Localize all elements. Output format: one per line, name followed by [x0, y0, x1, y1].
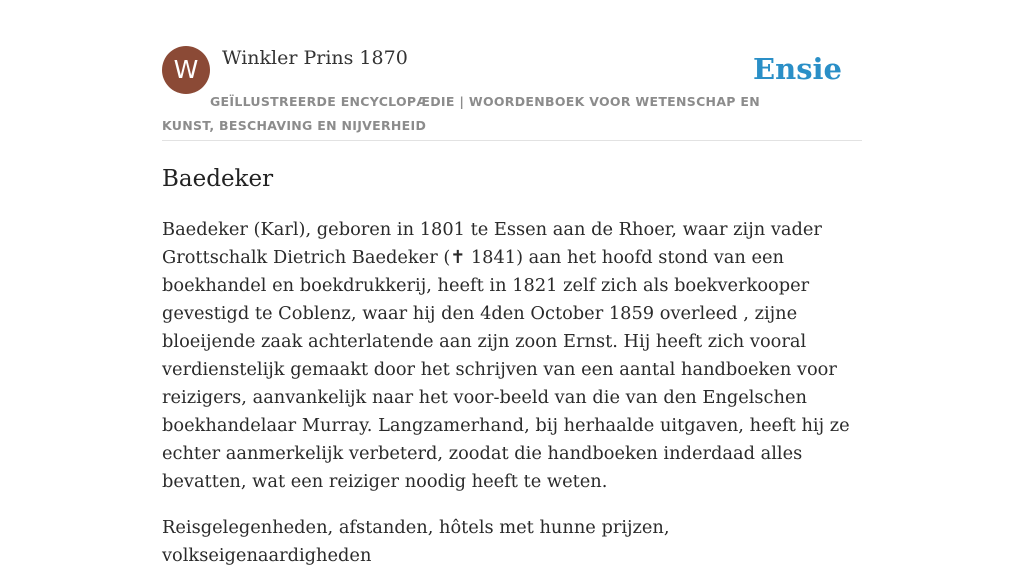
article-paragraph: Reisgelegenheden, afstanden, hôtels met hunne prijzen, volkseigenaardigheden	[162, 517, 670, 566]
article-body	[162, 216, 882, 588]
article-title: Baedeker	[162, 166, 274, 192]
source-header	[162, 46, 862, 141]
ensie-logo[interactable]: Ensie	[753, 52, 842, 86]
source-subtitle: GEÏLLUSTREERDE ENCYCLOPÆDIE | WOORDENBOEK VOOR WETENSCHAP EN KUNST, BESCHAVING EN NIJVERHEID	[162, 94, 760, 133]
source-title[interactable]: Winkler Prins 1870	[222, 47, 408, 69]
source-avatar[interactable]: W	[162, 46, 210, 94]
article-paragraph: Baedeker (Karl), geboren in 1801 te Essen aan de Rhoer, waar zijn vader Grottschalk Dietrich Baedeker (✝ 1841) aan het hoofd stond van een boekhandel en boekdrukkerij, heeft in 1821 zelf zich als boekverkooper gevestigd te Coblenz, waar hij den 4den October 1859 overleed , zijne bloeijende zaak achterlatende aan zijn zoon Ernst. Hij heeft zich vooral verdienstelijk gemaakt door het schrijven van een aantal handboeken voor reizigers, aanvankelijk naar het voor-beeld van die van den Engelschen boekhandelaar Murray. Langzamerhand, bij herhaalde uitgaven, heeft hij ze echter aanmerkelijk verbeterd, zoodat die handboeken inderdaad alles bevatten, wat een reiziger noodig heeft te weten.	[162, 219, 850, 492]
